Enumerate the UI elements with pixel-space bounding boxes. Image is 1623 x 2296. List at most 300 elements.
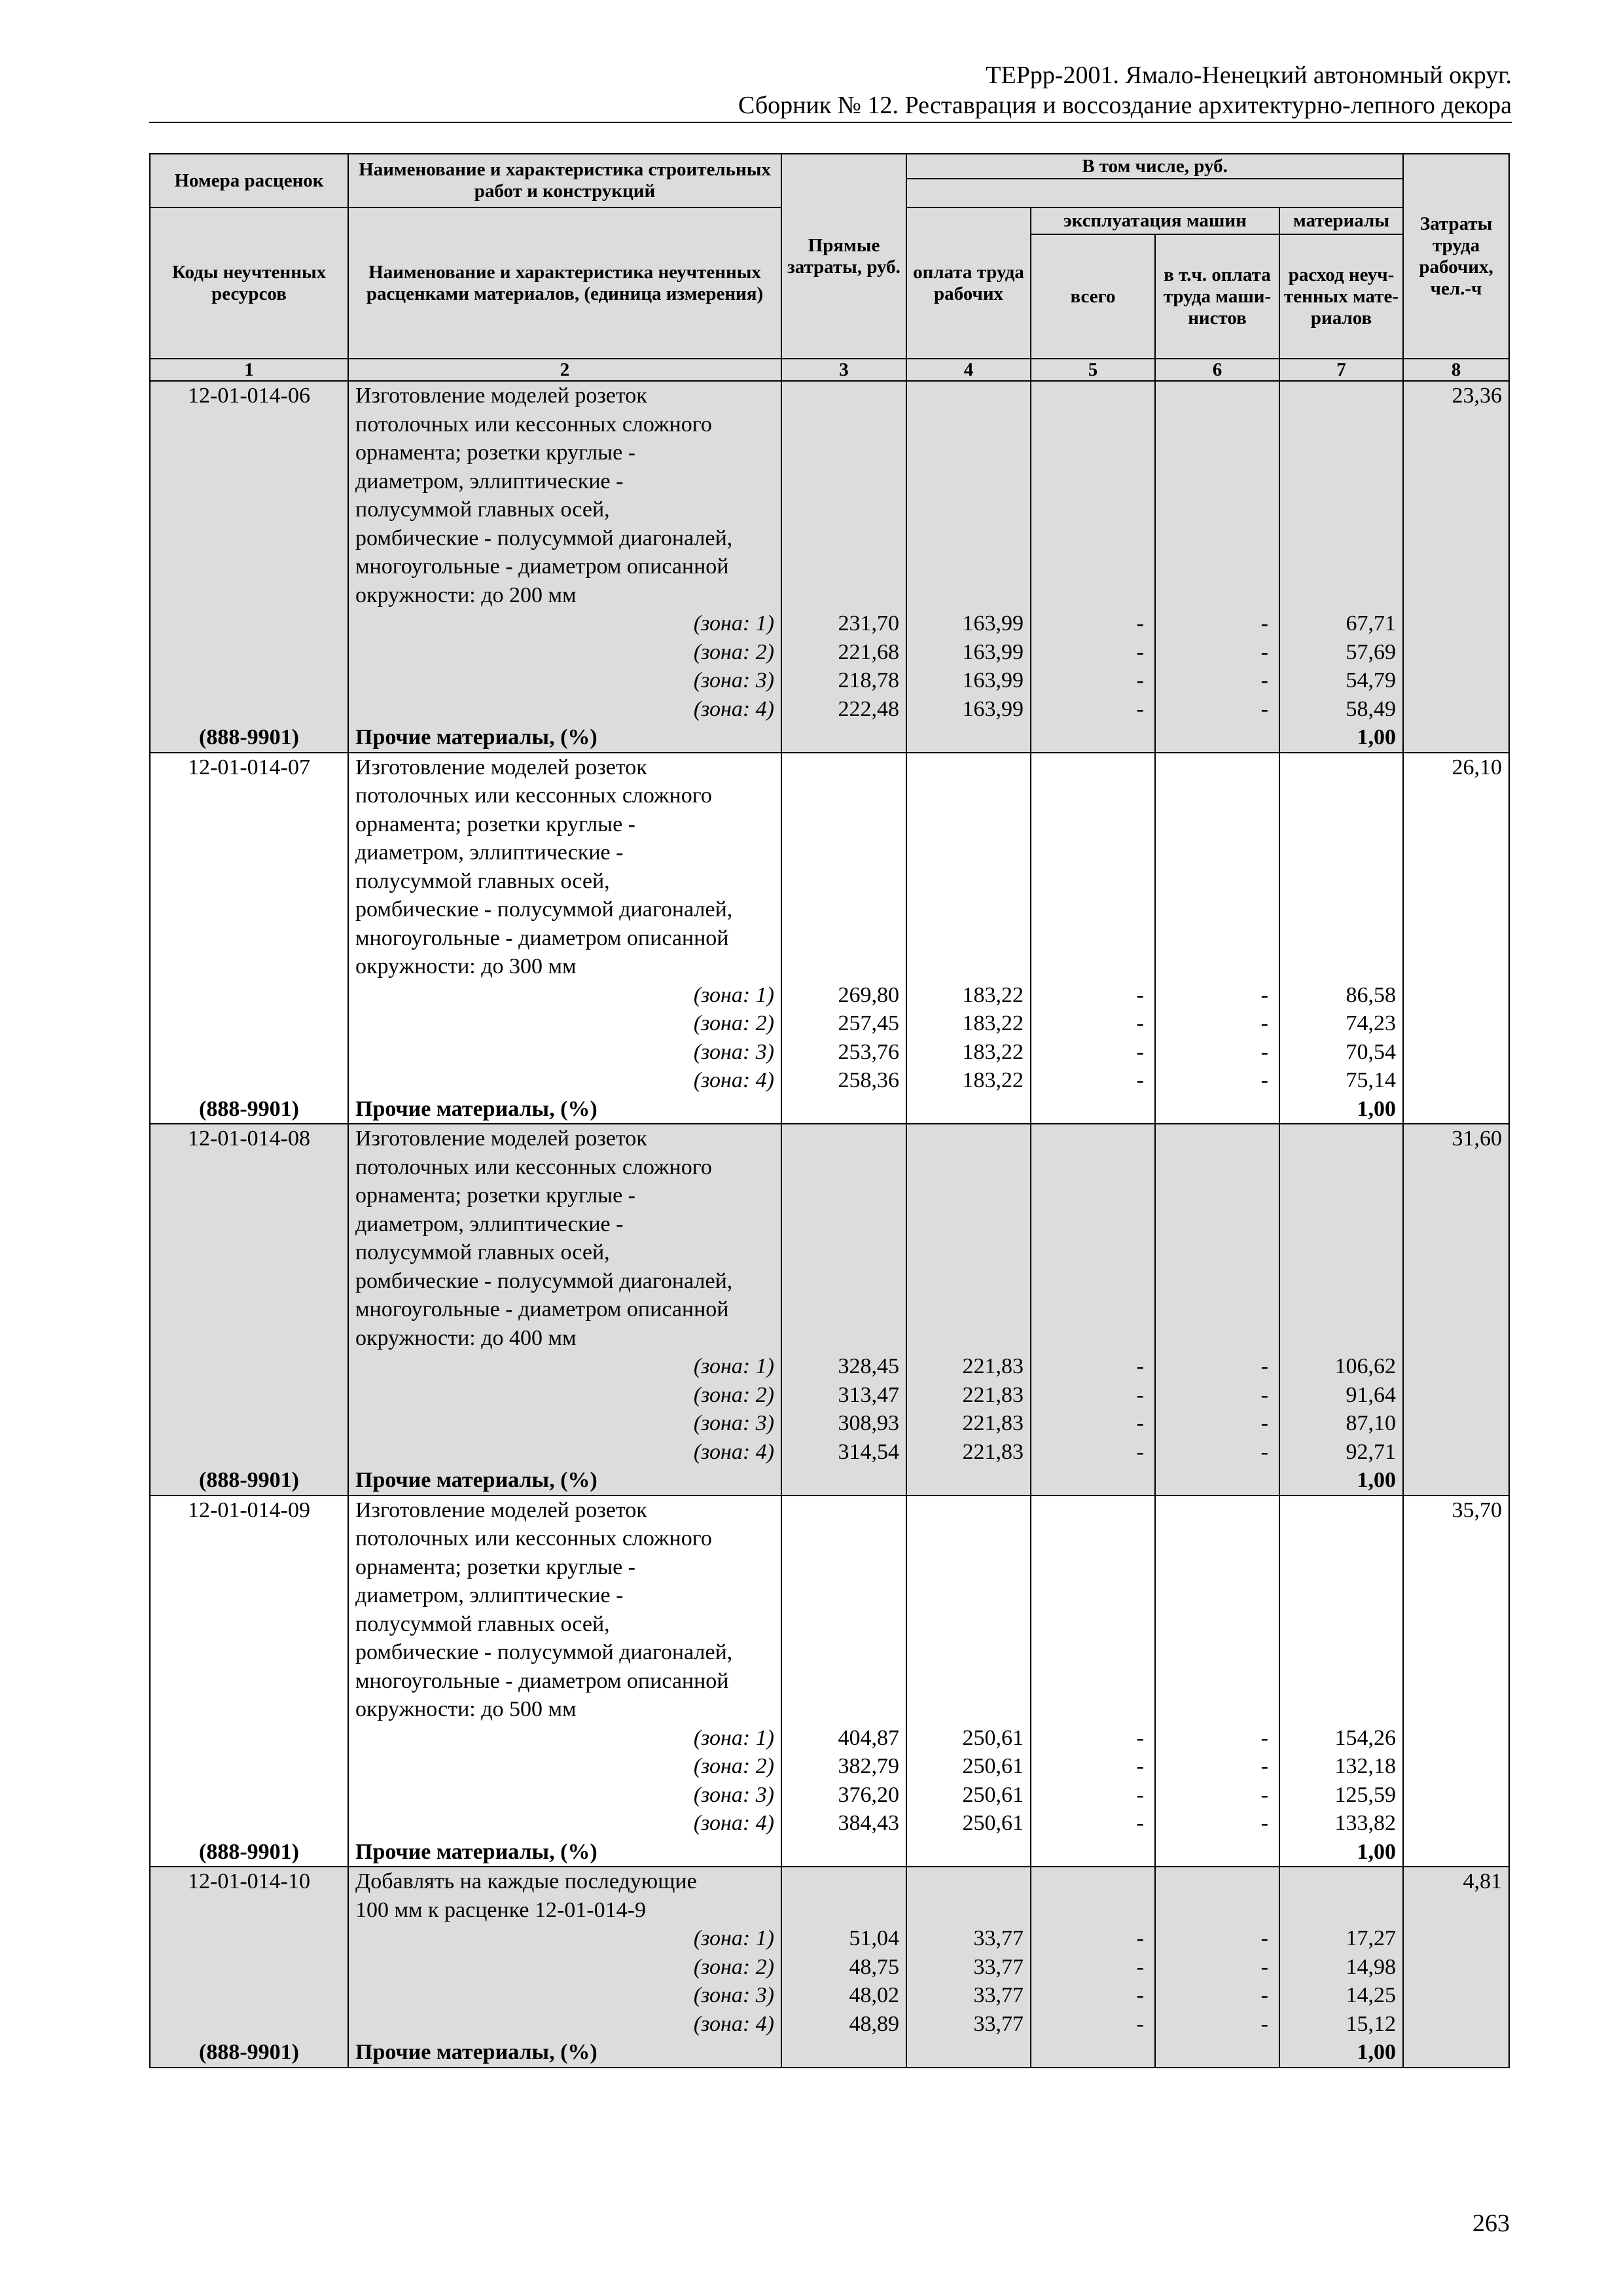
blank-line xyxy=(914,382,1024,410)
direct-cost-value: 384,43 xyxy=(838,1811,899,1835)
blank-line xyxy=(1166,1210,1268,1239)
resource-name: Прочие материалы, (%) xyxy=(355,2040,597,2064)
blank-line xyxy=(1042,1695,1144,1724)
blank-line xyxy=(1166,1553,1268,1582)
machines-total-value-cell xyxy=(1031,753,1155,1124)
machines-total-value: - xyxy=(1136,1354,1144,1378)
blank-line xyxy=(914,1695,1024,1724)
direct-cost-value: 269,80 xyxy=(838,982,899,1007)
blank-line xyxy=(151,1695,348,1724)
blank-line xyxy=(151,1809,348,1838)
blank-line xyxy=(789,1581,899,1610)
machines-total-value: - xyxy=(1136,1954,1144,1979)
blank-line xyxy=(1287,524,1396,553)
resource-code: (888-9901) xyxy=(199,2040,299,2064)
worker-pay-value-cell xyxy=(906,1867,1031,2068)
blank-line xyxy=(1042,1610,1144,1639)
blank-line xyxy=(914,1524,1024,1553)
column-numbers-row xyxy=(150,359,1509,381)
direct-cost-value: 48,75 xyxy=(849,1954,899,1979)
rate-row xyxy=(150,1496,1509,1867)
column-number: 1 xyxy=(150,359,348,381)
blank-line xyxy=(1042,1295,1144,1324)
labor-value: 31,60 xyxy=(1452,1126,1503,1151)
rate-name-line: ромбические - полусуммой диагоналей, xyxy=(355,1640,733,1664)
rate-code-cell xyxy=(150,1124,348,1496)
machines-total-value: - xyxy=(1136,1411,1144,1435)
blank-line xyxy=(151,1638,348,1667)
blank-line xyxy=(1287,1867,1396,1896)
blank-line xyxy=(151,1352,348,1381)
worker-pay-value: 221,83 xyxy=(962,1354,1024,1378)
resource-value: 1,00 xyxy=(1357,1468,1397,1492)
worker-pay-value: 250,61 xyxy=(962,1782,1024,1807)
rate-name-cell xyxy=(348,1124,781,1496)
machinist-pay-value-cell xyxy=(1155,1124,1279,1496)
rates-table xyxy=(149,153,1510,2068)
blank-line xyxy=(1166,524,1268,553)
machinist-pay-value: - xyxy=(1260,1926,1268,1950)
column-number: 2 xyxy=(348,359,781,381)
rate-code: 12-01-014-10 xyxy=(188,1869,310,1893)
rate-name-line: окружности: до 500 мм xyxy=(355,1697,577,1721)
rate-name-cell xyxy=(348,1496,781,1867)
machinist-pay-value: - xyxy=(1260,1354,1268,1378)
blank-line xyxy=(1287,467,1396,496)
blank-line xyxy=(1166,1124,1268,1153)
blank-line xyxy=(1166,1638,1268,1667)
machinist-pay-value: - xyxy=(1260,1039,1268,1064)
blank-line xyxy=(789,924,899,953)
blank-line xyxy=(1042,552,1144,581)
rate-name-line: диаметром, эллиптические - xyxy=(355,840,624,865)
worker-pay-value: 183,22 xyxy=(962,982,1024,1007)
machinist-pay-value-cell xyxy=(1155,753,1279,1124)
blank-line xyxy=(1166,952,1268,981)
blank-line xyxy=(914,1896,1024,1925)
machines-total-value-cell xyxy=(1031,1124,1155,1496)
blank-line xyxy=(1166,581,1268,610)
machines-total-value: - xyxy=(1136,1725,1144,1750)
machinist-pay-value-cell xyxy=(1155,1496,1279,1867)
zone-label: (зона: 2) xyxy=(693,1382,774,1407)
materials-value: 133,82 xyxy=(1334,1811,1397,1835)
blank-line xyxy=(1287,1496,1396,1525)
blank-line xyxy=(789,524,899,553)
zone-label: (зона: 3) xyxy=(693,668,774,692)
blank-line xyxy=(789,867,899,896)
blank-line xyxy=(1287,1581,1396,1610)
blank-line xyxy=(151,895,348,924)
blank-line xyxy=(151,1981,348,2010)
blank-line xyxy=(789,753,899,782)
blank-line xyxy=(151,1896,348,1925)
blank-line xyxy=(914,1295,1024,1324)
blank-line xyxy=(1166,1181,1268,1210)
blank-line xyxy=(151,552,348,581)
blank-line xyxy=(789,1496,899,1525)
blank-line xyxy=(1042,1867,1144,1896)
blank-line xyxy=(151,810,348,839)
labor-cell xyxy=(1403,1867,1509,2068)
blank-line xyxy=(151,1553,348,1582)
rate-name-cell xyxy=(348,1867,781,2068)
blank-line xyxy=(1166,1295,1268,1324)
direct-cost-value-cell xyxy=(781,1496,906,1867)
blank-line xyxy=(151,1667,348,1696)
head-unaccounted-materials: расход неуч-тенных мате-риалов xyxy=(1279,234,1403,359)
machinist-pay-value: - xyxy=(1260,1782,1268,1807)
resource-value: 1,00 xyxy=(1357,2040,1397,2064)
blank-line xyxy=(1166,838,1268,867)
head-machines: эксплуатация машин xyxy=(1031,207,1279,234)
materials-value: 91,64 xyxy=(1346,1382,1397,1407)
resource-value: 1,00 xyxy=(1357,1096,1397,1121)
resource-name: Прочие материалы, (%) xyxy=(355,725,597,749)
rate-code-cell xyxy=(150,1496,348,1867)
blank-line xyxy=(151,867,348,896)
blank-line xyxy=(914,1238,1024,1267)
zone-label: (зона: 1) xyxy=(693,1725,774,1750)
column-number: 5 xyxy=(1031,359,1155,381)
blank-line xyxy=(789,1896,899,1925)
blank-line xyxy=(789,1667,899,1696)
blank-line xyxy=(151,781,348,810)
direct-cost-value: 218,78 xyxy=(838,668,899,692)
blank-line xyxy=(914,753,1024,782)
column-number: 3 xyxy=(781,359,906,381)
direct-cost-value: 313,47 xyxy=(838,1382,899,1407)
rate-name-line: Изготовление моделей розеток xyxy=(355,1126,647,1151)
direct-cost-value: 221,68 xyxy=(838,639,899,664)
blank-line xyxy=(1042,524,1144,553)
machines-total-value: - xyxy=(1136,1039,1144,1064)
blank-line xyxy=(1287,1553,1396,1582)
machinist-pay-value: - xyxy=(1260,1754,1268,1778)
blank-line xyxy=(1166,1867,1268,1896)
blank-line xyxy=(1042,753,1144,782)
blank-line xyxy=(151,1953,348,1982)
zone-label: (зона: 3) xyxy=(693,1411,774,1435)
blank-line xyxy=(1287,1524,1396,1553)
materials-value: 92,71 xyxy=(1346,1439,1397,1464)
worker-pay-value: 163,99 xyxy=(962,611,1024,636)
materials-value: 57,69 xyxy=(1346,639,1397,664)
blank-line xyxy=(914,524,1024,553)
blank-line xyxy=(914,1667,1024,1696)
blank-line xyxy=(151,1210,348,1239)
blank-line xyxy=(914,552,1024,581)
blank-line xyxy=(1166,753,1268,782)
materials-value: 70,54 xyxy=(1346,1039,1397,1064)
blank-line xyxy=(1042,1181,1144,1210)
blank-line xyxy=(151,1524,348,1553)
direct-cost-value: 404,87 xyxy=(838,1725,899,1750)
machines-total-value: - xyxy=(1136,1011,1144,1035)
blank-line xyxy=(1042,1638,1144,1667)
zone-label: (зона: 4) xyxy=(693,696,774,721)
machinist-pay-value: - xyxy=(1260,1011,1268,1035)
direct-cost-value: 257,45 xyxy=(838,1011,899,1035)
direct-cost-value: 48,89 xyxy=(849,2011,899,2036)
machines-total-value: - xyxy=(1136,611,1144,636)
zone-label: (зона: 2) xyxy=(693,1011,774,1035)
blank-line xyxy=(151,638,348,667)
zone-label: (зона: 4) xyxy=(693,1811,774,1835)
materials-value: 58,49 xyxy=(1346,696,1397,721)
direct-cost-value: 308,93 xyxy=(838,1411,899,1435)
rate-name-line: многоугольные - диаметром описанной xyxy=(355,1668,729,1693)
blank-line xyxy=(151,695,348,724)
worker-pay-value-cell xyxy=(906,1124,1031,1496)
blank-line xyxy=(914,838,1024,867)
blank-line xyxy=(151,524,348,553)
rate-name-line: потолочных или кессонных сложного xyxy=(355,1155,712,1179)
blank-line xyxy=(1166,1610,1268,1639)
machines-total-value-cell xyxy=(1031,381,1155,753)
blank-line xyxy=(1166,467,1268,496)
blank-line xyxy=(151,581,348,610)
blank-line xyxy=(1287,838,1396,867)
blank-line xyxy=(789,895,899,924)
resource-code: (888-9901) xyxy=(199,1468,299,1492)
blank-line xyxy=(151,1409,348,1438)
worker-pay-value: 221,83 xyxy=(962,1439,1024,1464)
rate-name-line: орнамента; розетки круглые - xyxy=(355,1183,636,1208)
materials-value-cell xyxy=(1279,1496,1403,1867)
head-resource-codes: Коды неучтенных ресурсов xyxy=(150,207,348,359)
blank-line xyxy=(1287,495,1396,524)
column-number: 6 xyxy=(1155,359,1279,381)
direct-cost-value: 376,20 xyxy=(838,1782,899,1807)
resource-name: Прочие материалы, (%) xyxy=(355,1468,597,1492)
blank-line xyxy=(1287,1295,1396,1324)
machines-total-value: - xyxy=(1136,1811,1144,1835)
blank-line xyxy=(151,666,348,695)
blank-line xyxy=(1287,1267,1396,1296)
blank-line xyxy=(789,781,899,810)
worker-pay-value: 250,61 xyxy=(962,1754,1024,1778)
machinist-pay-value: - xyxy=(1260,1382,1268,1407)
blank-line xyxy=(151,1009,348,1038)
blank-line xyxy=(1166,867,1268,896)
blank-line xyxy=(151,467,348,496)
head-direct-costs: Прямые затраты, руб. xyxy=(781,154,906,359)
blank-line xyxy=(1166,1667,1268,1696)
materials-value-cell xyxy=(1279,1867,1403,2068)
worker-pay-value: 183,22 xyxy=(962,1011,1024,1035)
page-number: 263 xyxy=(1472,2210,1510,2237)
rate-code-cell xyxy=(150,753,348,1124)
blank-line xyxy=(1042,1210,1144,1239)
blank-line xyxy=(151,1238,348,1267)
blank-line xyxy=(1042,924,1144,953)
blank-line xyxy=(1042,867,1144,896)
blank-line xyxy=(1042,952,1144,981)
blank-line xyxy=(789,581,899,610)
rate-name-line: Изготовление моделей розеток xyxy=(355,1498,647,1522)
machinist-pay-value: - xyxy=(1260,696,1268,721)
blank-line xyxy=(151,1153,348,1182)
resource-code: (888-9901) xyxy=(199,725,299,749)
blank-line xyxy=(1287,1124,1396,1153)
blank-line xyxy=(789,467,899,496)
direct-cost-value: 382,79 xyxy=(838,1754,899,1778)
rate-name-cell xyxy=(348,381,781,753)
blank-line xyxy=(1287,1210,1396,1239)
blank-line xyxy=(914,952,1024,981)
blank-line xyxy=(914,924,1024,953)
rate-row xyxy=(150,1867,1509,2068)
direct-cost-value: 253,76 xyxy=(838,1039,899,1064)
column-number: 8 xyxy=(1403,359,1509,381)
resource-name: Прочие материалы, (%) xyxy=(355,1839,597,1864)
materials-value: 14,98 xyxy=(1346,1954,1397,1979)
header-line-1: ТЕРрр-2001. Ямало-Ненецкий автономный округ. xyxy=(986,62,1512,89)
blank-line xyxy=(151,924,348,953)
labor-cell xyxy=(1403,753,1509,1124)
machines-total-value: - xyxy=(1136,696,1144,721)
worker-pay-value: 163,99 xyxy=(962,639,1024,664)
blank-line xyxy=(1042,810,1144,839)
blank-line xyxy=(789,1267,899,1296)
rate-name-line: орнамента; розетки круглые - xyxy=(355,812,636,836)
blank-line xyxy=(1042,439,1144,467)
zone-label: (зона: 2) xyxy=(693,639,774,664)
blank-line xyxy=(789,838,899,867)
blank-line xyxy=(1166,1496,1268,1525)
blank-line xyxy=(789,1181,899,1210)
direct-cost-value: 258,36 xyxy=(838,1068,899,1092)
rate-name-line: многоугольные - диаметром описанной xyxy=(355,925,729,950)
rate-name-line: Изготовление моделей розеток xyxy=(355,384,647,408)
rate-name-line: полусуммой главных осей, xyxy=(355,1611,610,1636)
rate-code-cell xyxy=(150,381,348,753)
blank-line xyxy=(151,1381,348,1410)
rate-name-line: потолочных или кессонных сложного xyxy=(355,783,712,808)
blank-line xyxy=(151,1924,348,1953)
blank-line xyxy=(789,1210,899,1239)
blank-line xyxy=(1042,1124,1144,1153)
materials-value: 54,79 xyxy=(1346,668,1397,692)
machinist-pay-value: - xyxy=(1260,611,1268,636)
blank-line xyxy=(1287,382,1396,410)
machinist-pay-value: - xyxy=(1260,668,1268,692)
blank-line xyxy=(789,552,899,581)
column-number: 4 xyxy=(906,359,1031,381)
blank-line xyxy=(1166,552,1268,581)
blank-line xyxy=(1287,810,1396,839)
blank-line xyxy=(1287,1324,1396,1353)
rate-code-cell xyxy=(150,1867,348,2068)
blank-line xyxy=(1287,439,1396,467)
worker-pay-value: 221,83 xyxy=(962,1382,1024,1407)
head-materials: материалы xyxy=(1279,207,1403,234)
resource-value: 1,00 xyxy=(1357,1839,1397,1864)
direct-cost-value: 48,02 xyxy=(849,1983,899,2007)
rate-name-line: Изготовление моделей розеток xyxy=(355,755,647,780)
blank-line xyxy=(1042,1324,1144,1353)
materials-value: 74,23 xyxy=(1346,1011,1397,1035)
blank-line xyxy=(1166,382,1268,410)
running-header xyxy=(149,60,1512,123)
blank-line xyxy=(1042,1238,1144,1267)
blank-line xyxy=(1042,495,1144,524)
blank-line xyxy=(789,439,899,467)
machines-total-value: - xyxy=(1136,2011,1144,2036)
blank-line xyxy=(1166,1267,1268,1296)
blank-line xyxy=(151,838,348,867)
zone-label: (зона: 3) xyxy=(693,1039,774,1064)
blank-line xyxy=(151,1181,348,1210)
rate-name-line: диаметром, эллиптические - xyxy=(355,1211,624,1236)
labor-value: 23,36 xyxy=(1452,384,1503,408)
worker-pay-value-cell xyxy=(906,1496,1031,1867)
machinist-pay-value-cell xyxy=(1155,1867,1279,2068)
blank-line xyxy=(789,1524,899,1553)
head-labor-costs: Затраты труда рабочих, чел.-ч xyxy=(1403,154,1509,359)
blank-line xyxy=(914,1581,1024,1610)
rate-code: 12-01-014-07 xyxy=(188,755,310,780)
blank-line xyxy=(1042,382,1144,410)
blank-line xyxy=(789,1695,899,1724)
blank-line xyxy=(151,2010,348,2039)
blank-line xyxy=(1042,467,1144,496)
direct-cost-value: 328,45 xyxy=(838,1354,899,1378)
blank-line xyxy=(1166,810,1268,839)
machines-total-value: - xyxy=(1136,1983,1144,2007)
blank-line xyxy=(914,581,1024,610)
materials-value-cell xyxy=(1279,753,1403,1124)
blank-line xyxy=(789,1238,899,1267)
machinist-pay-value: - xyxy=(1260,1954,1268,1979)
blank-line xyxy=(1166,895,1268,924)
blank-line xyxy=(789,410,899,439)
materials-value-cell xyxy=(1279,1124,1403,1496)
zone-label: (зона: 1) xyxy=(693,1354,774,1378)
machinist-pay-value: - xyxy=(1260,639,1268,664)
blank-line xyxy=(914,1867,1024,1896)
blank-line xyxy=(1042,1153,1144,1182)
blank-line xyxy=(1042,581,1144,610)
machinist-pay-value: - xyxy=(1260,1725,1268,1750)
rate-name-line: орнамента; розетки круглые - xyxy=(355,1554,636,1579)
blank-line xyxy=(1166,924,1268,953)
rate-name-line: полусуммой главных осей, xyxy=(355,1240,610,1265)
resource-code: (888-9901) xyxy=(199,1839,299,1864)
rate-name-line: Добавлять на каждые последующие xyxy=(355,1869,697,1893)
worker-pay-value: 163,99 xyxy=(962,668,1024,692)
head-machines-total: всего xyxy=(1031,234,1155,359)
blank-line xyxy=(1166,1238,1268,1267)
blank-line xyxy=(1287,1610,1396,1639)
blank-line xyxy=(789,1324,899,1353)
machines-total-value: - xyxy=(1136,1754,1144,1778)
worker-pay-value-cell xyxy=(906,381,1031,753)
blank-line xyxy=(914,439,1024,467)
rate-name-line: многоугольные - диаметром описанной xyxy=(355,554,729,579)
rate-name-cell xyxy=(348,753,781,1124)
rate-name-line: окружности: до 400 мм xyxy=(355,1325,577,1350)
worker-pay-value: 221,83 xyxy=(962,1411,1024,1435)
blank-line xyxy=(1166,1581,1268,1610)
worker-pay-value: 250,61 xyxy=(962,1811,1024,1835)
blank-line xyxy=(914,810,1024,839)
blank-line xyxy=(151,410,348,439)
machines-total-value: - xyxy=(1136,1782,1144,1807)
labor-value: 26,10 xyxy=(1452,755,1503,780)
machines-total-value-cell xyxy=(1031,1867,1155,2068)
